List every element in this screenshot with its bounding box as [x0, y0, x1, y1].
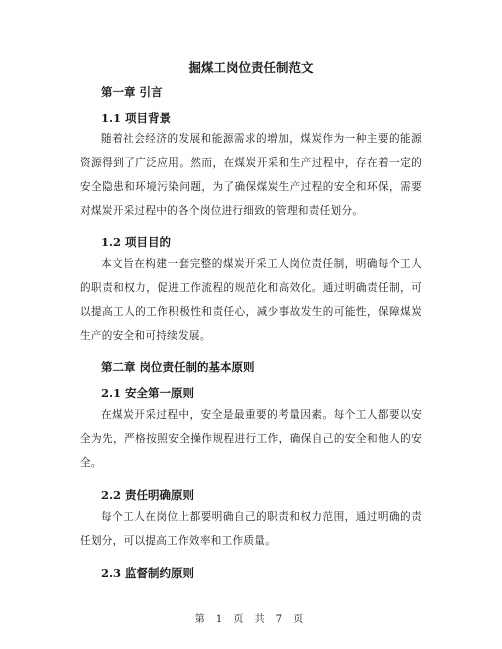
section-2-1-paragraph: 在煤炭开采过程中，安全是最重要的考量因素。每个工人都要以安全为先，严格按照安全操作规程进行工作，确保自己的安全和他人的安全。	[80, 409, 422, 469]
section-2-2-heading: 2.2 责任明确原则	[101, 488, 195, 502]
section-2-1-heading: 2.1 安全第一原则	[101, 386, 195, 400]
section-1-2-paragraph: 本文旨在构建一套完整的煤炭开采工人岗位责任制，明确每个工人的职责和权力，促进工作流程的规范化和高效化。通过明确责任制，可以提高工人的工作积极性和责任心，减少事故发生的可能性，保障煤炭生产的安全和可持续发展。	[80, 258, 422, 342]
section-2-3-heading: 2.3 监督制约原则	[101, 566, 195, 580]
chapter-1-heading: 第一章 引言	[101, 85, 163, 99]
section-1-2-heading: 1.2 项目目的	[101, 235, 172, 249]
document-title: 掘煤工岗位责任制范文	[188, 60, 314, 75]
section-1-1-heading: 1.1 项目背景	[101, 111, 172, 125]
page-footer: 第 1 页 共 7 页	[194, 614, 308, 625]
chapter-2-heading: 第二章 岗位责任制的基本原则	[101, 360, 255, 374]
section-1-1-paragraph: 随着社会经济的发展和能源需求的增加，煤炭作为一种主要的能源资源得到了广泛应用。然而，在煤炭开采和生产过程中，存在着一定的安全隐患和环境污染问题，为了确保煤炭生产过程的安全和环保，需要对煤炭开采过程中的各个岗位进行细致的管理和责任划分。	[80, 133, 422, 217]
section-2-2-paragraph: 每个工人在岗位上都要明确自己的职责和权力范围，通过明确的责任划分，可以提高工作效率和工作质量。	[80, 511, 422, 547]
